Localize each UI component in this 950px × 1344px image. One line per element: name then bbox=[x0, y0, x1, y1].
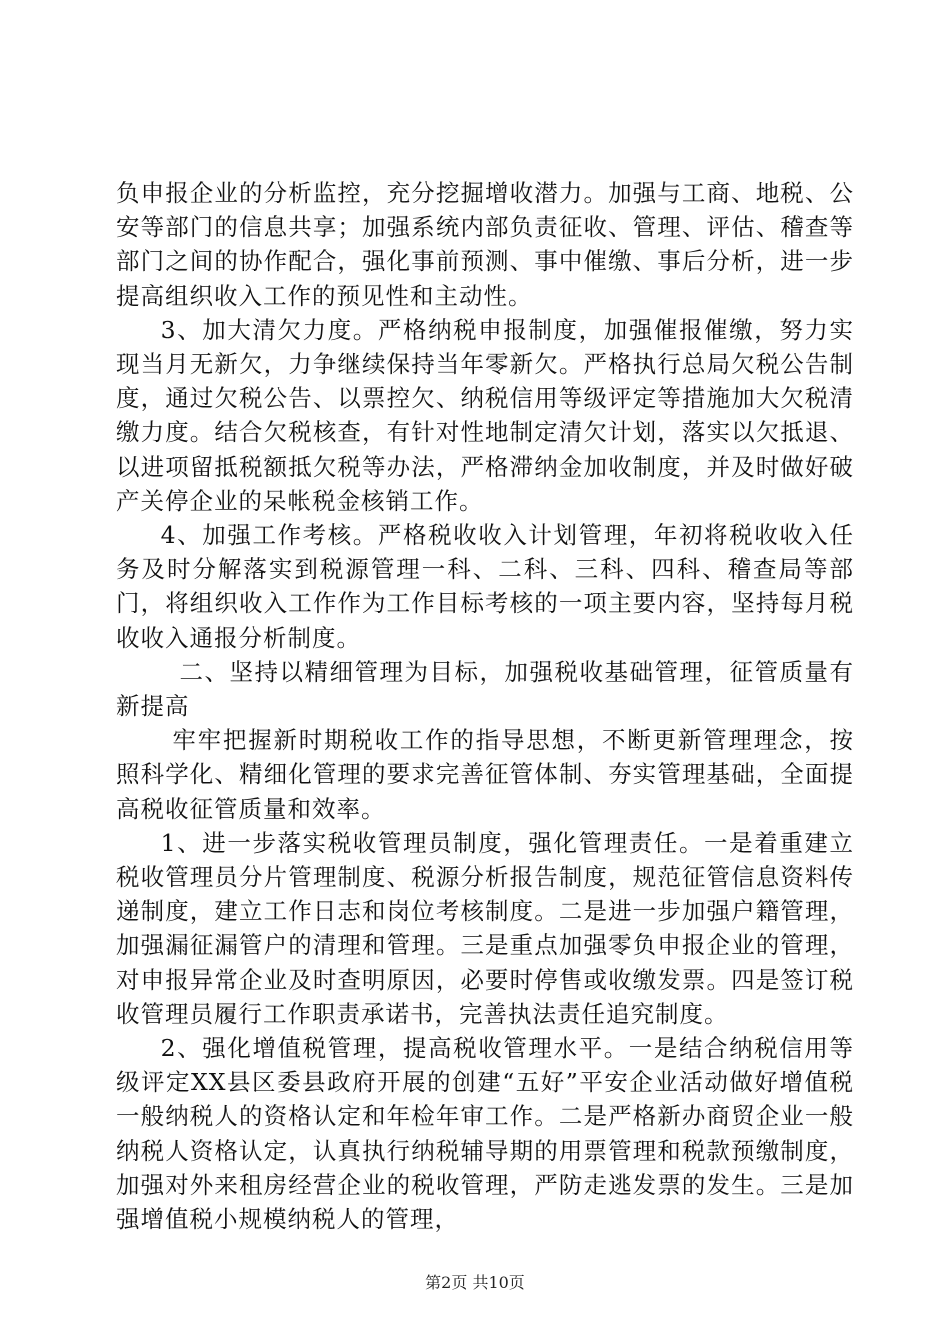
page-footer: 第2页 共10页 bbox=[425, 1273, 525, 1292]
paragraph: 4、加强工作考核。严格税收收入计划管理，年初将税收收入任务及时分解落实到税源管理一科、二科、三科、四科、稽查局等部门，将组织收入工作作为工作目标考核的一项主要内容，坚持每月税收收入通报分析制度。 bbox=[116, 521, 854, 652]
paragraph: 2、强化增值税管理，提高税收管理水平。一是结合纳税信用等级评定XX县区委县政府开展的创建“五好”平安企业活动做好增值税一般纳税人的资格认定和年检年审工作。二是严格新办商贸企业一般纳税人资格认定，认真执行纳税辅导期的用票管理和税款预缴制度，加强对外来租房经营企业的税收管理，严防走逃发票的发生。三是加强增值税小规模纳税人的管理， bbox=[116, 1034, 854, 1234]
paragraph: 3、加大清欠力度。严格纳税申报制度，加强催报催缴，努力实现当月无新欠，力争继续保持当年零新欠。严格执行总局欠税公告制度，通过欠税公告、以票控欠、纳税信用等级评定等措施加大欠税清缴力度。结合欠税核查，有针对性地制定清欠计划，落实以欠抵退、以进项留抵税额抵欠税等办法，严格滞纳金加收制度，并及时做好破产关停企业的呆帐税金核销工作。 bbox=[116, 315, 854, 515]
paragraph: 1、进一步落实税收管理员制度，强化管理责任。一是着重建立税收管理员分片管理制度、税源分析报告制度，规范征管信息资料传递制度，建立工作日志和岗位考核制度。二是进一步加强户籍管理，加强漏征漏管户的清理和管理。三是重点加强零负申报企业的管理，对申报异常企业及时查明原因，必要时停售或收缴发票。四是签订税收管理员履行工作职责承诺书，完善执法责任追究制度。 bbox=[116, 828, 854, 1028]
document-body bbox=[116, 176, 854, 1236]
section-heading: 二、坚持以精细管理为目标，加强税收基础管理，征管质量有新提高 bbox=[116, 657, 854, 721]
paragraph: 牢牢把握新时期税收工作的指导思想，不断更新管理理念，按照科学化、精细化管理的要求完善征管体制、夯实管理基础，全面提高税收征管质量和效率。 bbox=[116, 726, 854, 823]
paragraph: 负申报企业的分析监控，充分挖掘增收潜力。加强与工商、地税、公安等部门的信息共享；加强系统内部负责征收、管理、评估、稽查等部门之间的协作配合，强化事前预测、事中催缴、事后分析，进一步提高组织收入工作的预见性和主动性。 bbox=[116, 179, 854, 310]
